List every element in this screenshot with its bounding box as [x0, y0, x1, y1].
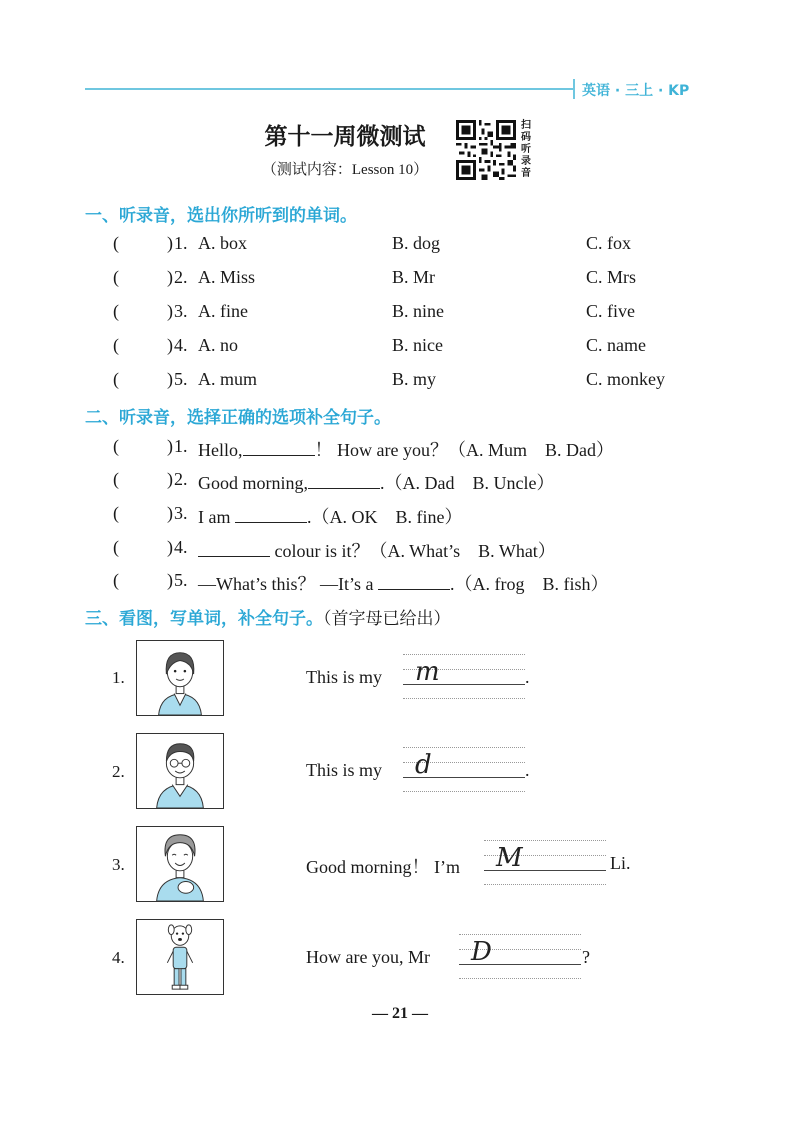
mum-picture [136, 640, 224, 716]
answer-paren-open[interactable]: ( [113, 301, 119, 321]
option-b: B. nine [392, 301, 444, 321]
sentence-end: . [525, 760, 530, 780]
section3-title [85, 604, 451, 629]
fill-blank[interactable] [378, 575, 450, 590]
sentence-end: .（A. OK B. fine） [306, 507, 463, 527]
section2-question [0, 570, 800, 594]
section1-question [0, 335, 800, 359]
item-number: 1. [112, 668, 125, 687]
option-c: C. five [586, 301, 635, 321]
section1-question [0, 233, 800, 257]
header-tag: 英语 · 三上 · KP [582, 83, 690, 99]
sentence-text: This is my [306, 667, 383, 687]
question-number: 2. [174, 267, 188, 287]
teacher-picture [136, 826, 224, 902]
sentence-end: . [525, 667, 530, 687]
sentence-end: ！ How are you？（A. Mum B. Dad） [314, 440, 614, 460]
sentence-start: —What’s this？ —It’s a [198, 574, 378, 594]
answer-paren-open[interactable]: ( [113, 469, 119, 489]
answer-paren-close: ) [167, 469, 173, 489]
question-number: 1. [174, 436, 188, 456]
answer-paren-close: ) [167, 503, 173, 523]
answer-paren-close: ) [167, 335, 173, 355]
sentence-end: colour is it？（A. What’s B. What） [270, 541, 556, 561]
answer-paren-open[interactable]: ( [113, 335, 119, 355]
given-letter: m [415, 657, 440, 687]
fill-blank[interactable] [243, 441, 315, 456]
option-b: B. my [392, 369, 437, 389]
mr-dog-picture [136, 919, 224, 995]
section3-heading: 三、看图，写单词，补全句子。 [85, 609, 323, 629]
page-subtitle: （测试内容：Lesson 10） [261, 162, 429, 178]
given-letter: D [471, 937, 492, 967]
answer-paren-close: ) [167, 570, 173, 590]
answer-paren-open[interactable]: ( [113, 436, 119, 456]
section2-question [0, 537, 800, 561]
sentence-end: .（A. Dad B. Uncle） [380, 473, 555, 493]
section2-question [0, 469, 800, 493]
dad-picture [136, 733, 224, 809]
sentence-end: Li. [610, 853, 631, 873]
section1-question [0, 267, 800, 291]
header-divider [573, 79, 575, 99]
question-number: 2. [174, 469, 188, 489]
option-b: B. nice [392, 335, 443, 355]
option-a: A. no [198, 335, 238, 355]
section1-question [0, 301, 800, 325]
sentence-text: How are you, Mr [306, 947, 430, 967]
section2-question [0, 436, 800, 460]
header-rule [85, 88, 573, 90]
given-letter: d [415, 750, 432, 780]
answer-paren-close: ) [167, 436, 173, 456]
answer-paren-close: ) [167, 369, 173, 389]
sentence-text: This is my [306, 760, 383, 780]
fill-blank[interactable] [308, 474, 380, 489]
item-number: 4. [112, 948, 125, 967]
option-a: A. mum [198, 369, 258, 389]
answer-paren-close: ) [167, 537, 173, 557]
sentence-end: ? [582, 947, 590, 967]
section2-title: 二、听录音，选择正确的选项补全句子。 [85, 408, 391, 428]
option-c: C. name [586, 335, 646, 355]
section1-question [0, 369, 800, 393]
answer-paren-close: ) [167, 233, 173, 253]
answer-paren-open[interactable]: ( [113, 503, 119, 523]
option-b: B. Mr [392, 267, 436, 287]
answer-paren-open[interactable]: ( [113, 537, 119, 557]
writing-lines[interactable] [403, 654, 525, 698]
option-a: A. fine [198, 301, 248, 321]
page-number: — 21 — [372, 1005, 428, 1022]
fill-blank[interactable] [198, 542, 270, 557]
question-number: 4. [174, 537, 188, 557]
question-number: 1. [174, 233, 188, 253]
option-a: A. Miss [198, 267, 256, 287]
sentence-end: .（A. frog B. fish） [449, 574, 609, 594]
item-number: 2. [112, 762, 125, 781]
option-c: C. Mrs [586, 267, 637, 287]
question-number: 5. [174, 369, 188, 389]
answer-paren-close: ) [167, 267, 173, 287]
given-letter: M [496, 843, 523, 873]
page-title: 第十一周微测试 [264, 123, 426, 150]
sentence-start: I am [198, 507, 235, 527]
writing-lines[interactable] [459, 934, 581, 978]
question-number: 5. [174, 570, 188, 590]
section2-question [0, 503, 800, 527]
writing-lines[interactable] [403, 747, 525, 791]
sentence-start: Hello, [198, 440, 243, 460]
question-number: 3. [174, 503, 188, 523]
answer-paren-open[interactable]: ( [113, 369, 119, 389]
writing-lines[interactable] [484, 840, 606, 884]
answer-paren-open[interactable]: ( [113, 233, 119, 253]
answer-paren-open[interactable]: ( [113, 570, 119, 590]
qr-code-icon[interactable] [456, 120, 516, 180]
fill-blank[interactable] [235, 508, 307, 523]
option-c: C. fox [586, 233, 631, 253]
option-c: C. monkey [586, 369, 665, 389]
answer-paren-close: ) [167, 301, 173, 321]
question-number: 3. [174, 301, 188, 321]
question-number: 4. [174, 335, 188, 355]
answer-paren-open[interactable]: ( [113, 267, 119, 287]
sentence-text: Good morning！ I’m [306, 857, 460, 877]
option-a: A. box [198, 233, 247, 253]
sentence-start: Good morning, [198, 473, 308, 493]
item-number: 3. [112, 855, 125, 874]
section3-note: （首字母已给出） [323, 609, 451, 629]
qr-label: 扫码听录音 [521, 120, 531, 179]
option-b: B. dog [392, 233, 441, 253]
section1-title: 一、听录音，选出你所听到的单词。 [85, 206, 357, 226]
